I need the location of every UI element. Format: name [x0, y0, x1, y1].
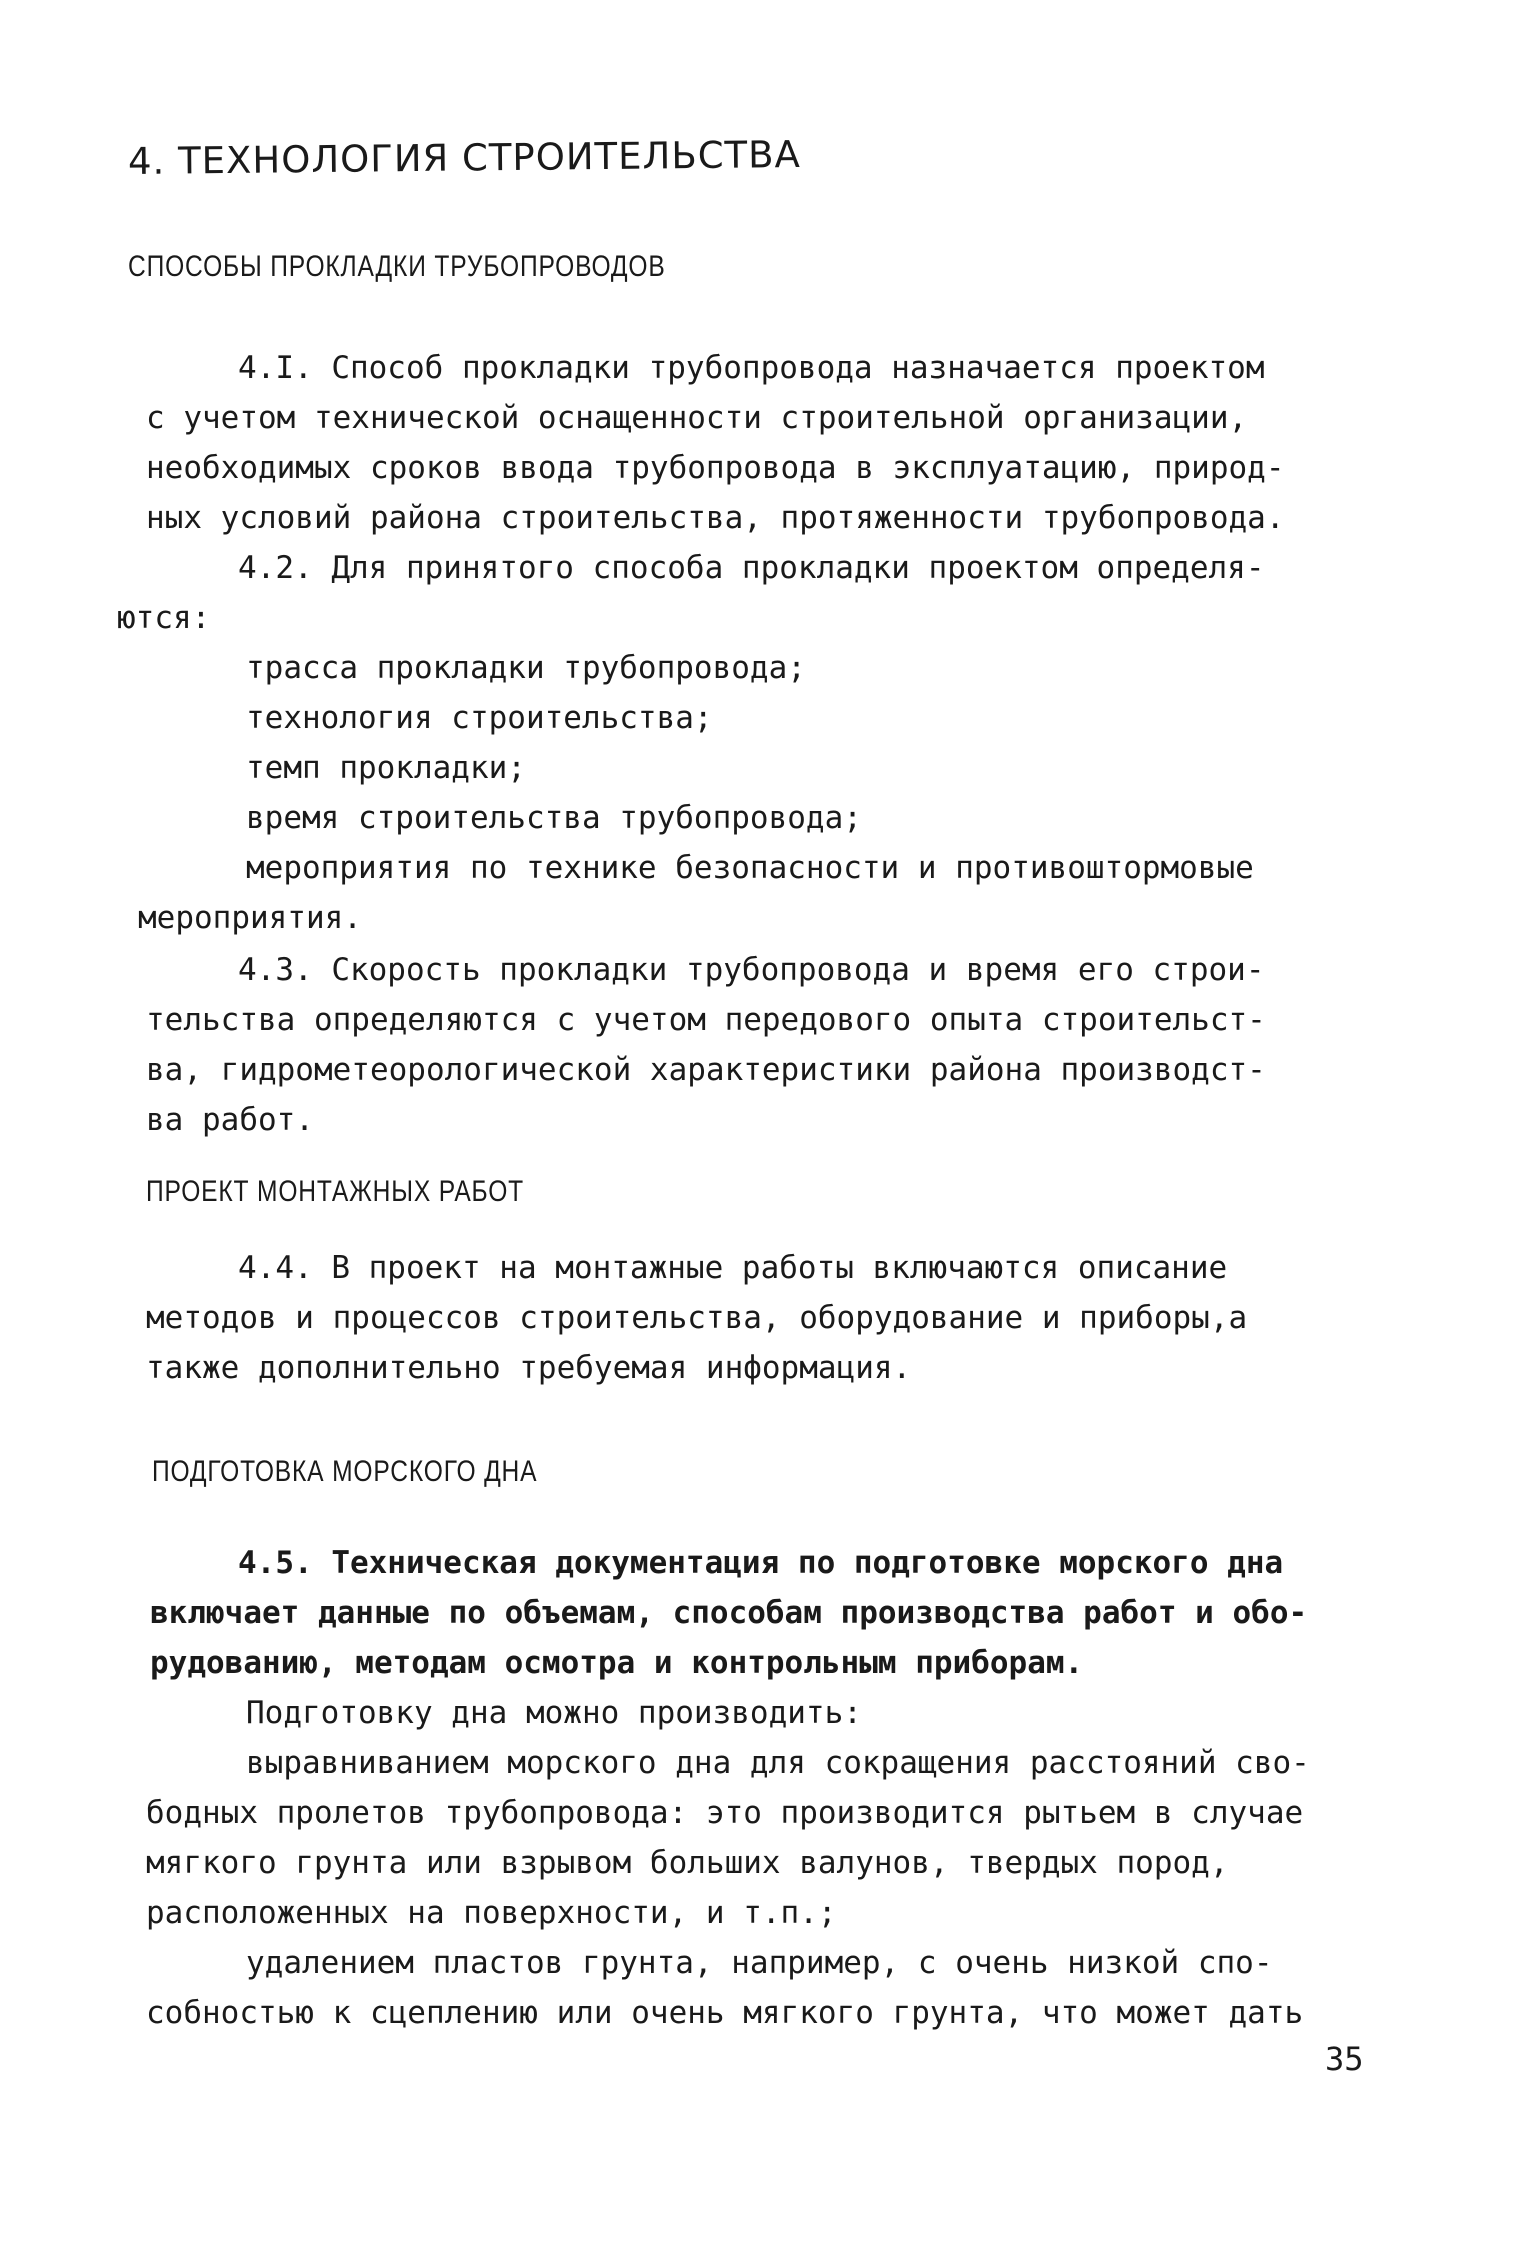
text-line: включает данные по объемам, способам производства работ и обо-: [150, 1595, 1308, 1631]
text-line: 4.3. Скорость прокладки трубопровода и время его строи-: [238, 952, 1265, 988]
text-line: темп прокладки;: [246, 750, 526, 786]
text-line: выравниванием морского дна для сокращения расстояний сво-: [246, 1745, 1310, 1781]
text-line: ва, гидрометеорологической характеристики района производст-: [146, 1052, 1266, 1088]
text-line: трасса прокладки трубопровода;: [246, 650, 806, 686]
text-line: тельства определяются с учетом передового опыта строительст-: [146, 1002, 1266, 1038]
text-line: с учетом технической оснащенности строительной организации,: [146, 400, 1248, 436]
text-line: рудованию, методам осмотра и контрольным приборам.: [150, 1645, 1084, 1681]
text-line: 4.5. Техническая документация по подготовке морского дна: [238, 1545, 1284, 1581]
text-line: технология строительства;: [246, 700, 713, 736]
text-line: необходимых сроков ввода трубопровода в эксплуатацию, природ-: [146, 450, 1285, 486]
section-heading: СПОСОБЫ ПРОКЛАДКИ ТРУБОПРОВОДОВ: [128, 250, 666, 283]
text-line: удалением пластов грунта, например, с очень низкой спо-: [246, 1945, 1273, 1981]
text-line: мягкого грунта или взрывом больших валунов, твердых пород,: [146, 1845, 1229, 1881]
text-line: время строительства трубопровода;: [246, 800, 862, 836]
text-line: методов и процессов строительства, оборудование и приборы,а: [146, 1300, 1248, 1336]
text-line: мероприятия по технике безопасности и противоштормовые: [246, 850, 1254, 886]
text-line: собностью к сцеплению или очень мягкого грунта, что может дать: [146, 1995, 1304, 2031]
text-line: 4.4. В проект на монтажные работы включаются описание: [238, 1250, 1228, 1286]
section-heading: ПРОЕКТ МОНТАЖНЫХ РАБОТ: [146, 1175, 525, 1208]
text-line: также дополнительно требуемая информация.: [146, 1350, 912, 1386]
text-line: ются:: [117, 600, 211, 636]
chapter-title: 4. ТЕХНОЛОГИЯ СТРОИТЕЛЬСТВА: [127, 132, 802, 183]
text-line: 4.2. Для принятого способа прокладки проектом определя-: [238, 550, 1265, 586]
page-number: 35: [1325, 2040, 1364, 2078]
text-line: 4.I. Способ прокладки трубопровода назначается проектом: [238, 350, 1265, 386]
text-line: ва работ.: [146, 1102, 314, 1138]
text-line: бодных пролетов трубопровода: это производится рытьем в случае: [146, 1795, 1304, 1831]
text-line: ных условий района строительства, протяженности трубопровода.: [146, 500, 1285, 536]
text-line: Подготовку дна можно производить:: [246, 1695, 862, 1731]
text-line: мероприятия.: [138, 900, 362, 936]
section-heading: ПОДГОТОВКА МОРСКОГО ДНА: [152, 1455, 538, 1488]
text-line: расположенных на поверхности, и т.п.;: [146, 1895, 837, 1931]
